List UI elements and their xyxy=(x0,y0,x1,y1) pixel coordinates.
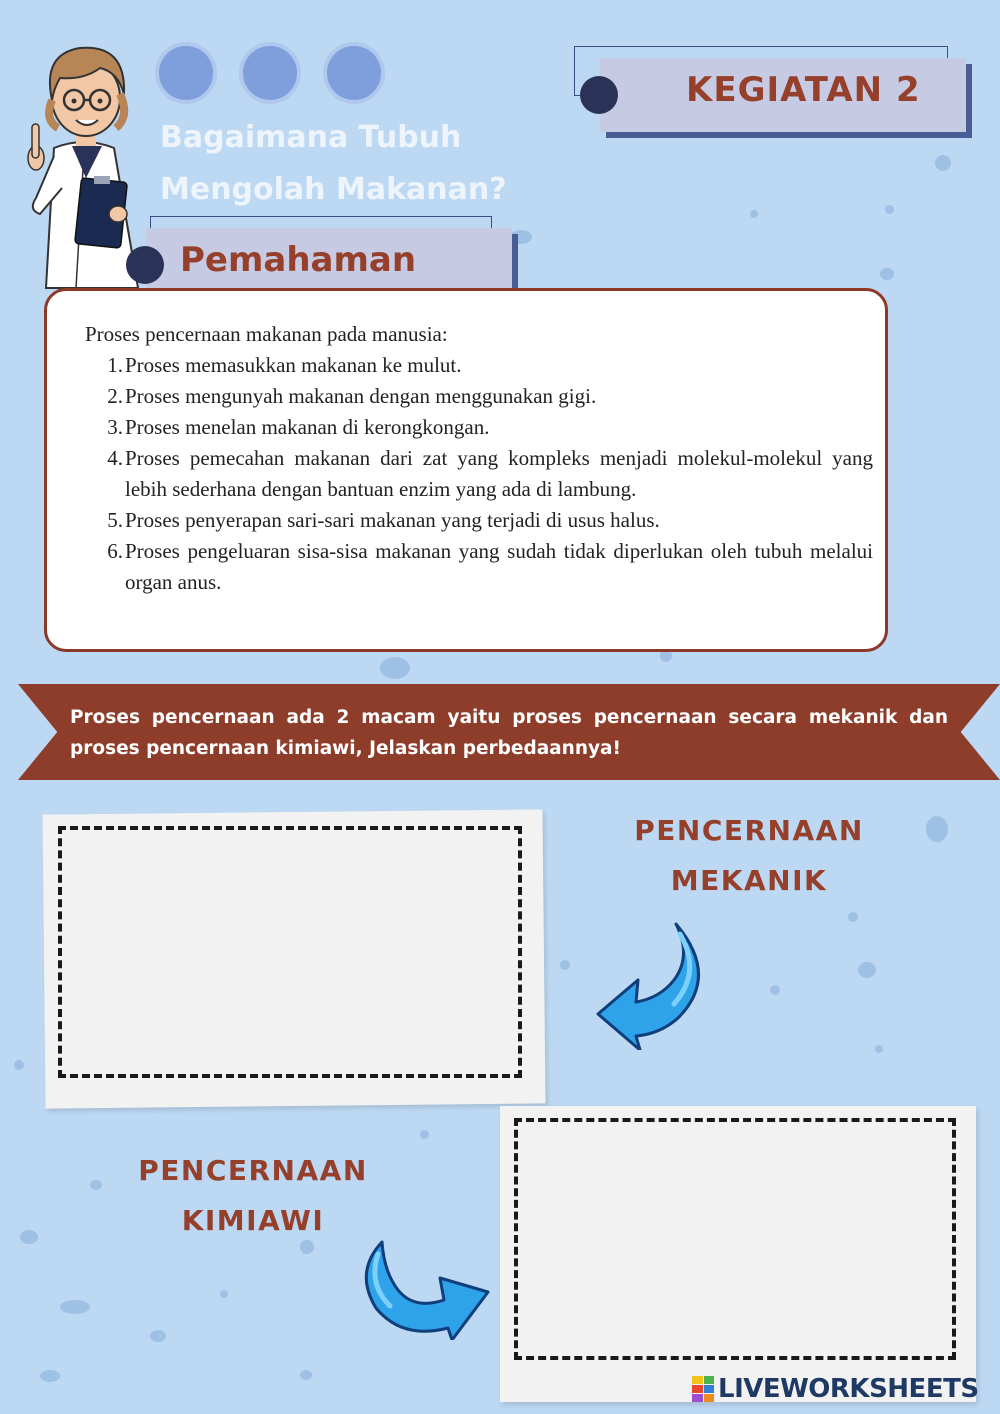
circle-icon xyxy=(239,42,301,104)
list-item: 6. Proses pengeluaran sisa-sisa makanan yang sudah tidak diperlukan oleh tubuh melalui organ anus. xyxy=(107,539,873,594)
section-label: Pemahaman xyxy=(180,240,417,280)
activity-tag-label: KEGIATAN 2 xyxy=(686,70,921,110)
mekanik-label xyxy=(604,806,894,906)
circle-icon xyxy=(155,42,217,104)
section-tag-dot-icon xyxy=(126,246,164,284)
mekanik-answer-box[interactable] xyxy=(58,826,522,1078)
kimiawi-label-line-1: PENCERNAAN xyxy=(138,1154,368,1187)
list-item: 3. Proses menelan makanan di kerongkongan. xyxy=(107,415,490,439)
page-title xyxy=(160,112,600,216)
liveworksheets-brand xyxy=(692,1374,979,1404)
explanation-intro: Proses pencernaan makanan pada manusia: xyxy=(85,322,448,346)
list-item: 2. Proses mengunyah makanan dengan menggunakan gigi. xyxy=(107,384,597,408)
activity-tag-dot-icon xyxy=(580,76,618,114)
title-line-2: Mengolah Makanan? xyxy=(160,172,507,207)
curved-arrow-left-icon xyxy=(594,918,714,1050)
list-item: 4. Proses pemecahan makanan dari zat yang kompleks menjadi molekul-molekul yang lebih sederhana dengan bantuan enzim yang ada di lambung. xyxy=(107,446,873,501)
question-text: Proses pencernaan ada 2 macam yaitu proses pencernaan secara mekanik dan proses pencernaan kimiawi, Jelaskan perbedaannya! xyxy=(70,707,948,759)
circle-icon xyxy=(323,42,385,104)
kimiawi-label-line-2: KIMIAWI xyxy=(181,1204,325,1237)
list-item: 5. Proses penyerapan sari-sari makanan yang terjadi di usus halus. xyxy=(107,508,660,532)
curved-arrow-right-icon xyxy=(352,1236,492,1340)
liveworksheets-logo-icon xyxy=(692,1376,714,1402)
kimiawi-label xyxy=(108,1146,398,1246)
kimiawi-answer-box[interactable] xyxy=(514,1118,956,1360)
decorative-circles xyxy=(155,42,385,104)
list-item: 1. Proses memasukkan makanan ke mulut. xyxy=(107,353,462,377)
digestion-steps-list xyxy=(85,350,873,598)
explanation-box xyxy=(44,288,888,652)
mekanik-label-line-1: PENCERNAAN xyxy=(634,814,864,847)
mekanik-label-line-2: MEKANIK xyxy=(670,864,828,897)
title-line-1: Bagaimana Tubuh xyxy=(160,120,462,155)
brand-name: LIVEWORKSHEETS xyxy=(718,1374,979,1404)
